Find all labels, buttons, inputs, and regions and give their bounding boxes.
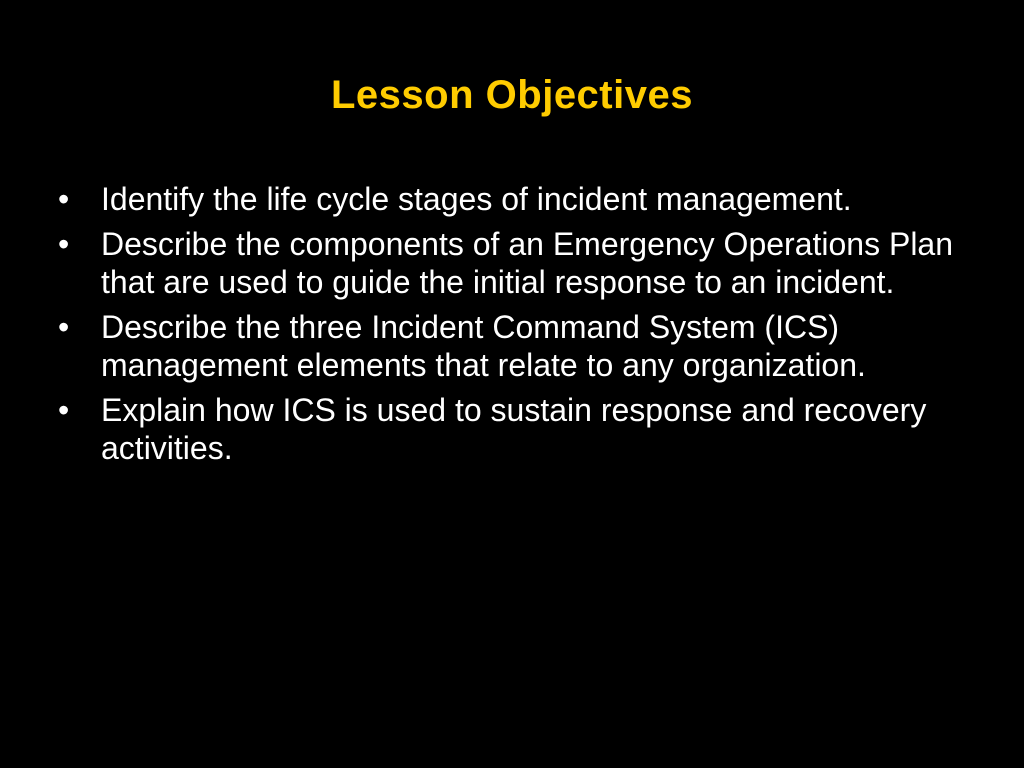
- bullet-text: Identify the life cycle stages of incident management.: [101, 181, 852, 217]
- list-item: [58, 391, 978, 467]
- list-item: [58, 180, 978, 218]
- bullet-text: Describe the three Incident Command System (ICS) management elements that relate to any organization.: [101, 309, 866, 383]
- bullet-icon: •: [58, 226, 70, 262]
- objectives-list: [58, 180, 978, 474]
- bullet-icon: •: [58, 309, 70, 345]
- list-item: [58, 225, 978, 301]
- bullet-icon: •: [58, 181, 70, 217]
- bullet-icon: •: [58, 392, 70, 428]
- bullet-text: Explain how ICS is used to sustain response and recovery activities.: [101, 392, 927, 466]
- bullet-text: Describe the components of an Emergency Operations Plan that are used to guide the initial response to an incident.: [101, 226, 954, 300]
- list-item: [58, 308, 978, 384]
- slide-title: Lesson Objectives: [331, 73, 693, 117]
